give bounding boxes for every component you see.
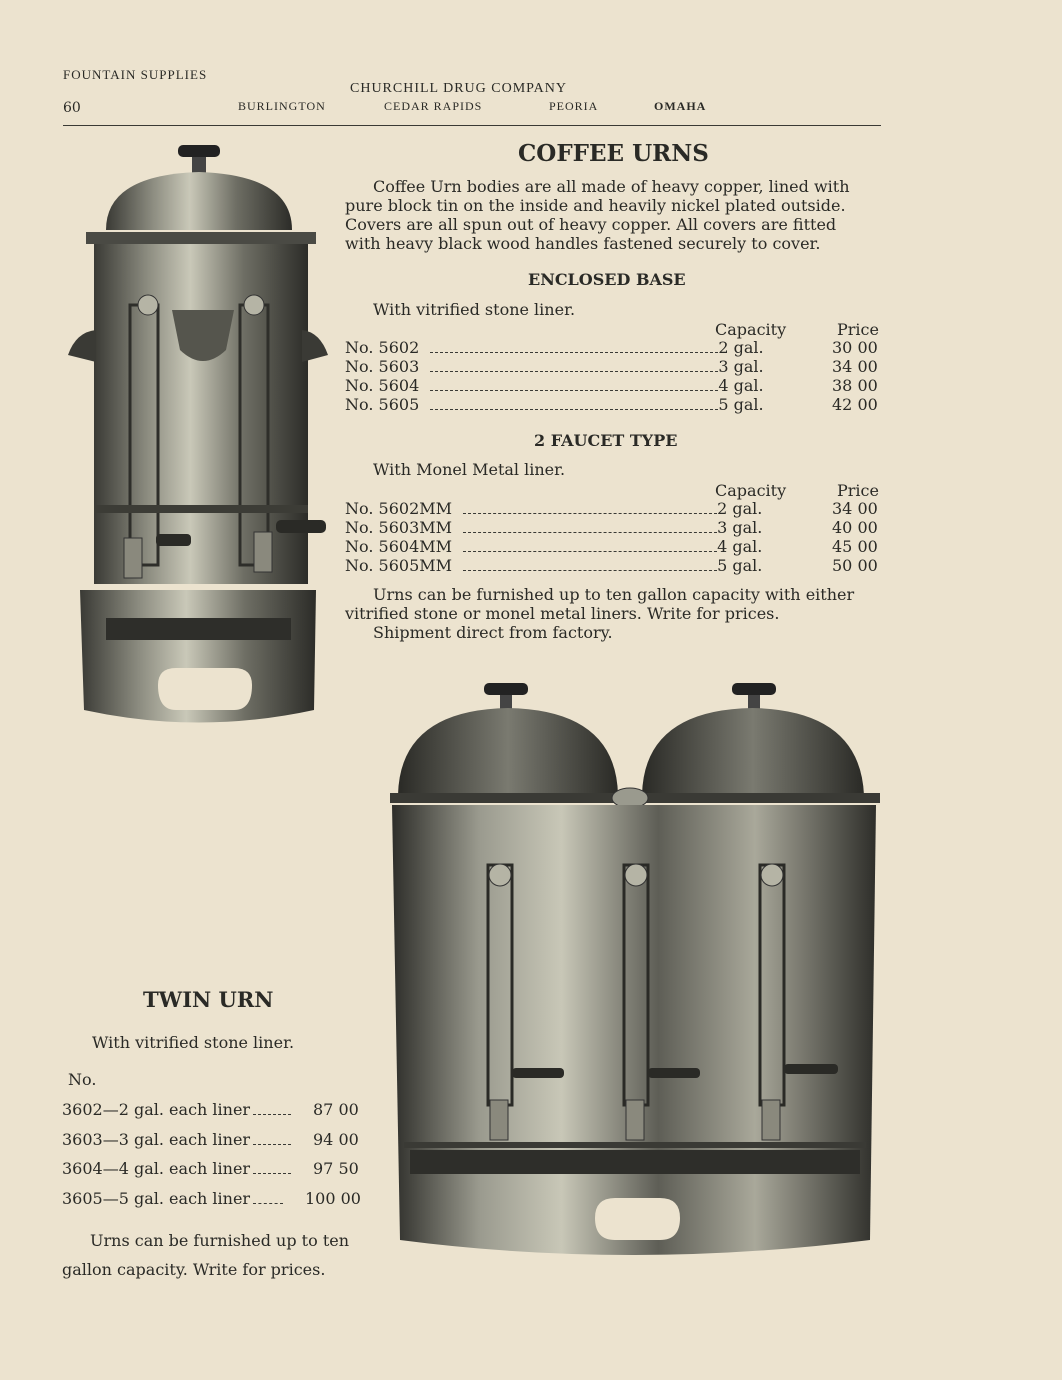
item-description: 3602—2 gal. each liner [62, 1100, 251, 1119]
page-number: 60 [63, 100, 81, 116]
header-rule [63, 125, 881, 126]
item-price: 50 00 [832, 556, 878, 575]
table-row [345, 499, 762, 518]
item-number: No. 5602 [345, 338, 420, 357]
table-row [345, 338, 764, 357]
item-number: No. 5605MM [345, 556, 453, 575]
item-capacity: 5 gal. [718, 395, 764, 414]
table-row [345, 556, 762, 575]
twin-urn-no-label: No. [68, 1070, 97, 1089]
item-number: No. 5604MM [345, 537, 453, 556]
table-row [62, 1189, 283, 1208]
company-name: CHURCHILL DRUG COMPANY [350, 81, 567, 96]
table-row [345, 357, 764, 376]
intro-line: pure block tin on the inside and heavily nickel plated outside. [345, 196, 846, 215]
enclosed-base-heading: ENCLOSED BASE [528, 270, 686, 289]
twin-urn-note [62, 1226, 349, 1284]
enclosed-base-capacity-header: Capacity [715, 320, 787, 339]
section-title: FOUNTAIN SUPPLIES [63, 67, 208, 82]
coffee-urn-illustration [66, 140, 331, 730]
enclosed-base-liner: With vitrified stone liner. [373, 300, 576, 319]
item-price: 97 50 [313, 1159, 359, 1178]
table-row [345, 537, 762, 556]
item-price: 34 00 [832, 499, 878, 518]
faucet-type-liner: With Monel Metal liner. [373, 460, 566, 479]
item-price: 42 00 [832, 395, 878, 414]
item-price: 40 00 [832, 518, 878, 537]
item-capacity: 2 gal. [717, 499, 763, 518]
item-description: 3604—4 gal. each liner [62, 1159, 251, 1178]
item-capacity: 3 gal. [718, 357, 764, 376]
note-line: Shipment direct from factory. [373, 623, 613, 642]
item-description: 3605—5 gal. each liner [62, 1189, 251, 1208]
item-price: 34 00 [832, 357, 878, 376]
item-number: No. 5604 [345, 376, 420, 395]
intro-line: Covers are all spun out of heavy copper. All covers are fitted [345, 215, 837, 234]
item-price: 30 00 [832, 338, 878, 357]
table-row [62, 1159, 291, 1178]
item-price: 38 00 [832, 376, 878, 395]
city-peoria: PEORIA [549, 99, 599, 113]
coffee-urns-note [345, 585, 885, 642]
city-cedar-rapids: CEDAR RAPIDS [384, 99, 483, 113]
faucet-type-heading: 2 FAUCET TYPE [534, 431, 678, 450]
item-description: 3603—3 gal. each liner [62, 1130, 251, 1149]
item-capacity: 5 gal. [717, 556, 763, 575]
note-line: vitrified stone or monel metal liners. Write for prices. [345, 604, 780, 623]
faucet-type-capacity-header: Capacity [715, 481, 787, 500]
note-line: gallon capacity. Write for prices. [62, 1260, 326, 1279]
table-row [345, 376, 764, 395]
twin-urn-illustration [380, 680, 885, 1260]
city-omaha: OMAHA [654, 99, 707, 113]
item-number: No. 5602MM [345, 499, 453, 518]
twin-urn-liner: With vitrified stone liner. [92, 1033, 295, 1052]
table-row [345, 395, 764, 414]
coffee-urns-title: COFFEE URNS [518, 140, 709, 167]
item-price: 87 00 [313, 1100, 359, 1119]
faucet-type-price-header: Price [837, 481, 879, 500]
note-line: Urns can be furnished up to ten gallon capacity with either [373, 585, 855, 604]
item-number: No. 5605 [345, 395, 420, 414]
item-capacity: 2 gal. [718, 338, 764, 357]
twin-urn-title: TWIN URN [143, 987, 274, 1012]
table-row [62, 1100, 291, 1119]
coffee-urns-intro [345, 177, 885, 253]
table-row [345, 518, 762, 537]
enclosed-base-price-header: Price [837, 320, 879, 339]
item-number: No. 5603MM [345, 518, 453, 537]
item-capacity: 3 gal. [717, 518, 763, 537]
note-line: Urns can be furnished up to ten [90, 1231, 350, 1250]
item-price: 94 00 [313, 1130, 359, 1149]
intro-line: Coffee Urn bodies are all made of heavy copper, lined with [373, 177, 850, 196]
table-row [62, 1130, 291, 1149]
item-price: 45 00 [832, 537, 878, 556]
city-burlington: BURLINGTON [238, 99, 326, 113]
intro-line: with heavy black wood handles fastened securely to cover. [345, 234, 821, 253]
item-capacity: 4 gal. [717, 537, 763, 556]
item-capacity: 4 gal. [718, 376, 764, 395]
item-number: No. 5603 [345, 357, 420, 376]
item-price: 100 00 [305, 1189, 361, 1208]
